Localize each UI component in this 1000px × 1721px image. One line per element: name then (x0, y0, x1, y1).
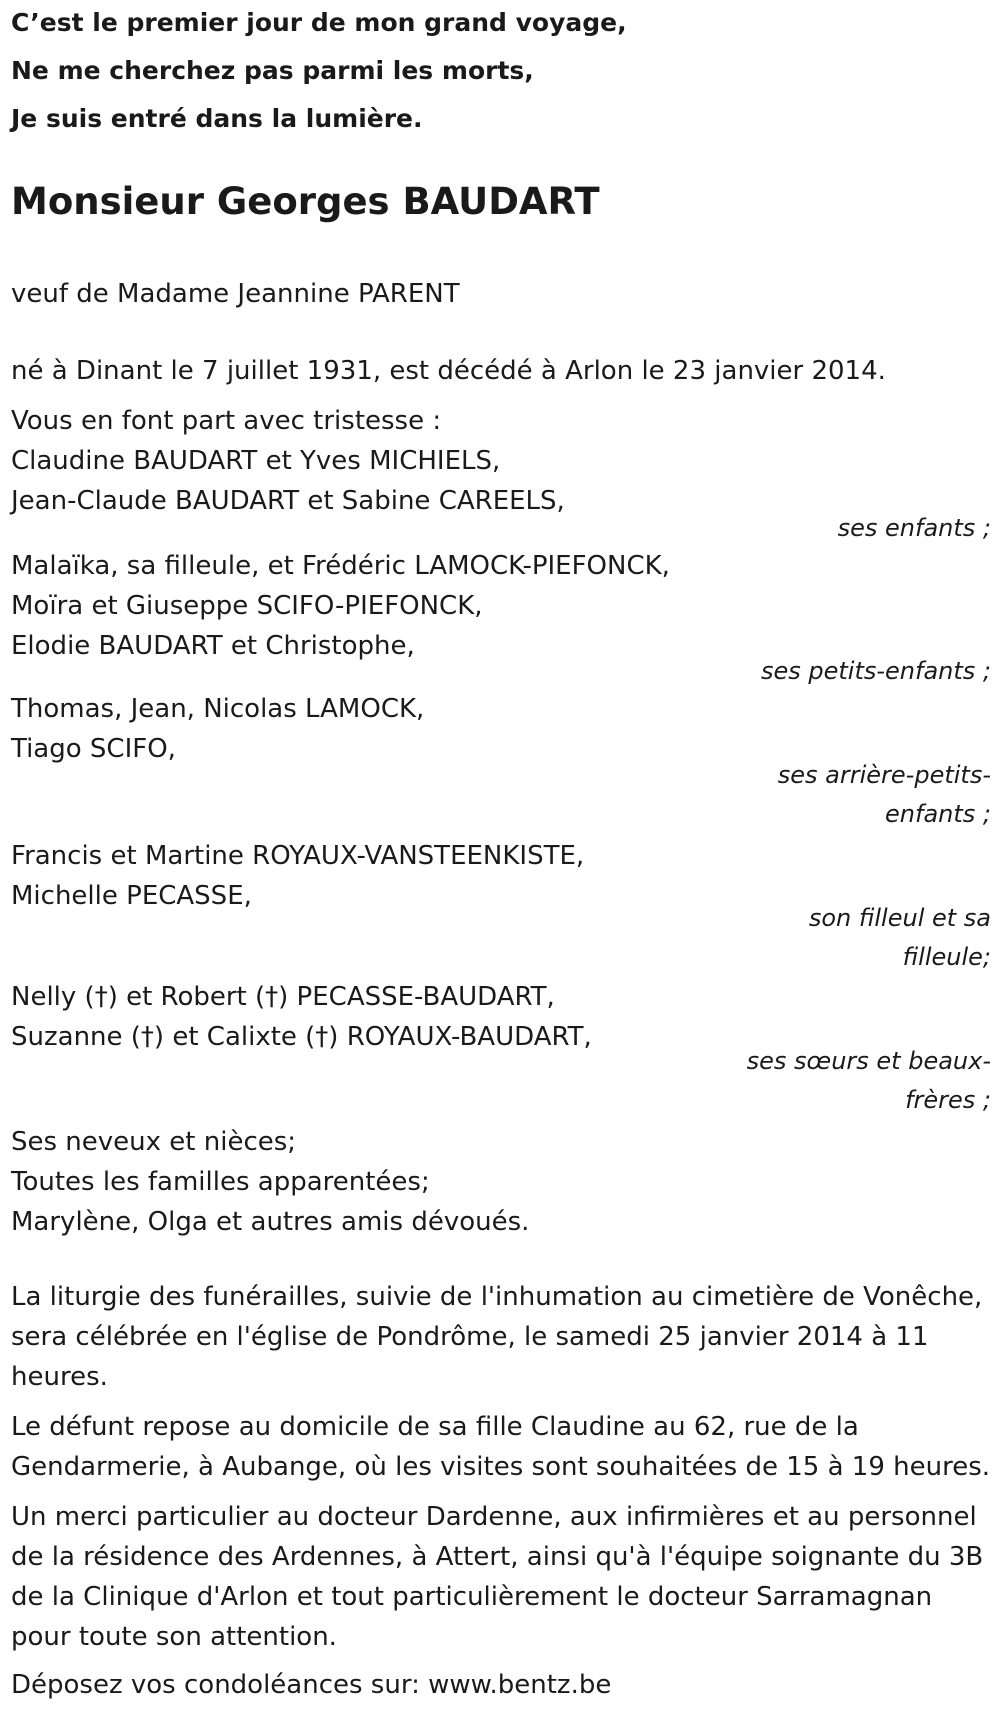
family-member: Elodie BAUDART et Christophe, (11, 631, 415, 661)
family-member: Thomas, Jean, Nicolas LAMOCK, (11, 694, 425, 724)
relation-label: ses sœurs et beaux- (746, 1047, 991, 1075)
others-line: Ses neveux et nièces; (11, 1127, 297, 1157)
relation-label: son filleul et sa (808, 904, 991, 932)
poem-line-1: C’est le premier jour de mon grand voyage, (11, 8, 627, 37)
family-member: Michelle PECASSE, (11, 881, 252, 911)
thanks-paragraph: Un merci particulier au docteur Dardenne, aux infirmières et au personnel de la résidence des Ardennes, à Attert, ainsi qu'à l'équipe soignante du 3B de la Clinique d'Arlon et tout particulièrement le docteur Sarramagnan pour toute son attention. (11, 1502, 984, 1652)
family-member: Claudine BAUDART et Yves MICHIELS, (11, 446, 501, 476)
relation-label: filleule; (902, 943, 991, 971)
family-member: Jean-Claude BAUDART et Sabine CAREELS, (11, 486, 565, 516)
poem-line-3: Je suis entré dans la lumière. (11, 104, 423, 133)
family-member: Tiago SCIFO, (11, 734, 176, 764)
relation-label: ses enfants ; (837, 514, 991, 542)
poem-line-2: Ne me cherchez pas parmi les morts, (11, 56, 534, 85)
visit-paragraph: Le défunt repose au domicile de sa fille Claudine au 62, rue de la Gendarmerie, à Aubange, où les visites sont souhaitées de 15 à 19 heures. (11, 1412, 991, 1482)
relation-label: ses petits-enfants ; (760, 657, 991, 685)
deceased-name: Monsieur Georges BAUDART (11, 180, 600, 223)
family-member: Moïra et Giuseppe SCIFO-PIEFONCK, (11, 591, 483, 621)
intro-line: Vous en font part avec tristesse : (11, 406, 442, 436)
family-member: Francis et Martine ROYAUX-VANSTEENKISTE, (11, 841, 585, 871)
family-member: Suzanne (†) et Calixte (†) ROYAUX-BAUDART, (11, 1022, 592, 1052)
relation-label: ses arrière-petits- (777, 761, 991, 789)
funeral-paragraph: La liturgie des funérailles, suivie de l'inhumation au cimetière de Vonêche, sera célébrée en l'église de Pondrôme, le samedi 25 janvier 2014 à 11 heures. (11, 1282, 983, 1392)
relation-label: frères ; (905, 1086, 991, 1114)
others-line: Marylène, Olga et autres amis dévoués. (11, 1207, 530, 1237)
relation-label: enfants ; (885, 800, 991, 828)
others-line: Toutes les familles apparentées; (11, 1167, 430, 1197)
family-member: Nelly (†) et Robert (†) PECASSE-BAUDART, (11, 982, 555, 1012)
spouse-line: veuf de Madame Jeannine PARENT (11, 279, 460, 309)
birth-death-line: né à Dinant le 7 juillet 1931, est décédé à Arlon le 23 janvier 2014. (11, 356, 886, 386)
family-member: Malaïka, sa filleule, et Frédéric LAMOCK-PIEFONCK, (11, 551, 670, 581)
condolences-line: Déposez vos condoléances sur: www.bentz.be (11, 1670, 612, 1700)
